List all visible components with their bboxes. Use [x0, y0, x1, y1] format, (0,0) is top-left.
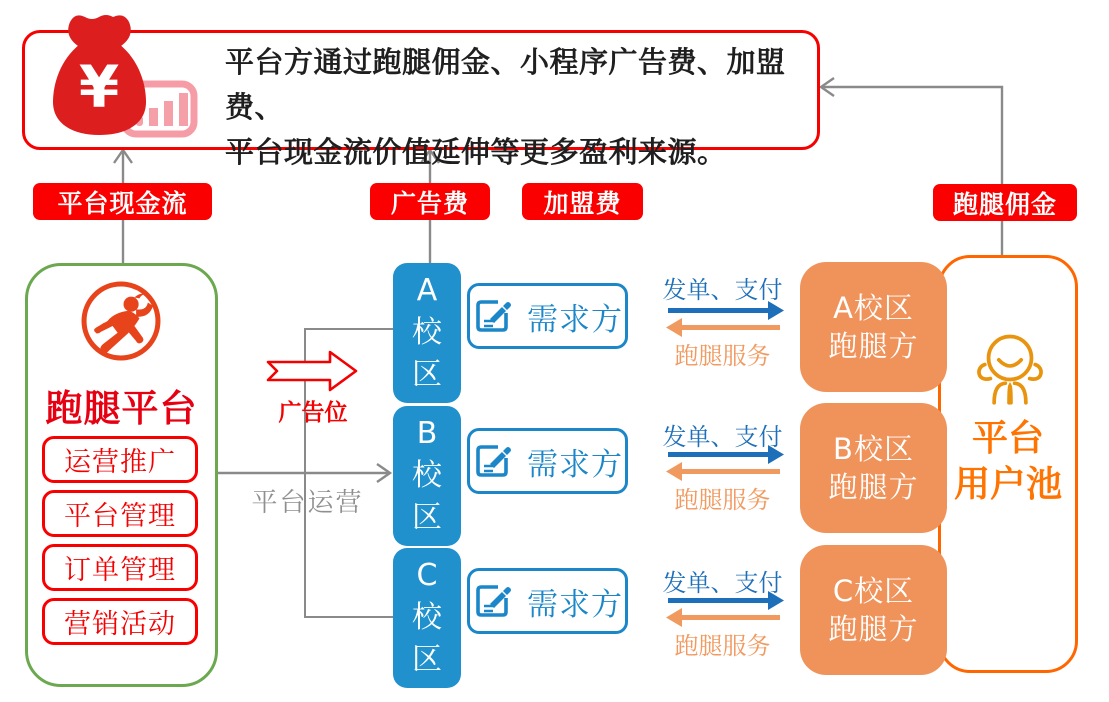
campus-box-b — [393, 406, 461, 546]
fee-pill-platform-cashflow: 平台现金流 — [33, 183, 212, 220]
runner-box-b — [800, 403, 947, 533]
platform-title: 跑腿平台 — [45, 387, 198, 430]
user-pool-line2: 用户池 — [953, 464, 1062, 505]
demand-box-c — [467, 568, 628, 634]
errand-service-arrow-b — [666, 462, 780, 481]
demand-box-b — [467, 428, 628, 494]
errand-service-arrow-c — [666, 608, 780, 627]
order-pay-label-c: 发单、支付 — [662, 569, 783, 597]
errand-service-label-a: 跑腿服务 — [674, 342, 771, 370]
demand-label-b: 需求方 — [527, 446, 623, 483]
money-bag-icon — [52, 12, 147, 136]
campus-box-c — [393, 548, 461, 688]
fee-pill-franchise-fee: 加盟费 — [522, 183, 643, 220]
order-pay-label-a: 发单、支付 — [662, 276, 783, 304]
runner-box-c-line1: C校区 — [832, 574, 915, 608]
campus-box-a — [393, 263, 461, 403]
platform-function-list — [42, 436, 198, 645]
runner-box-a-line2: 跑腿方 — [828, 329, 919, 363]
users-icon — [968, 330, 1052, 414]
campus-box-b-label: B校区 — [412, 416, 442, 535]
edit-note-icon — [472, 440, 514, 482]
function-item-order-mgmt: 订单管理 — [42, 544, 198, 591]
svg-text:¥: ¥ — [78, 53, 120, 121]
runner-box-b-line2: 跑腿方 — [828, 470, 919, 504]
fee-pill-ad-fee: 广告费 — [370, 183, 490, 220]
profit-summary-text — [225, 40, 810, 175]
edit-note-icon — [472, 295, 514, 337]
errand-service-arrow-a — [666, 318, 780, 337]
platform-ops-label: 平台运营 — [251, 488, 364, 518]
runner-box-a-line1: A校区 — [833, 291, 914, 325]
campus-box-a-label: A校区 — [412, 273, 442, 392]
demand-box-a — [467, 283, 628, 349]
ad-slot-label: 广告位 — [278, 400, 348, 426]
runner-icon — [79, 279, 163, 363]
function-item-operations-promo: 运营推广 — [42, 436, 198, 483]
function-item-platform-mgmt: 平台管理 — [42, 490, 198, 537]
runner-box-c-line2: 跑腿方 — [828, 612, 919, 646]
user-pool-line1: 平台 — [971, 418, 1044, 459]
runner-box-c — [800, 545, 947, 675]
edit-note-icon — [472, 580, 514, 622]
campus-box-c-label: C校区 — [412, 558, 442, 677]
user-pool-title — [938, 416, 1078, 508]
function-item-marketing: 营销活动 — [42, 598, 198, 645]
errand-service-label-b: 跑腿服务 — [674, 486, 771, 514]
runner-box-b-line1: B校区 — [833, 432, 914, 466]
profit-summary-line2: 平台现金流价值延伸等更多盈利来源。 — [225, 135, 727, 169]
fee-pill-errand-commission: 跑腿佣金 — [933, 184, 1077, 221]
demand-label-c: 需求方 — [527, 586, 623, 623]
order-pay-label-b: 发单、支付 — [662, 423, 783, 451]
demand-label-a: 需求方 — [527, 301, 623, 338]
profit-summary-line1: 平台方通过跑腿佣金、小程序广告费、加盟费、 — [225, 45, 786, 124]
errand-service-label-c: 跑腿服务 — [674, 632, 771, 660]
ad-slot-block-arrow — [268, 352, 356, 390]
runner-box-a — [800, 262, 947, 392]
commission-connector-arrow — [821, 78, 1002, 255]
